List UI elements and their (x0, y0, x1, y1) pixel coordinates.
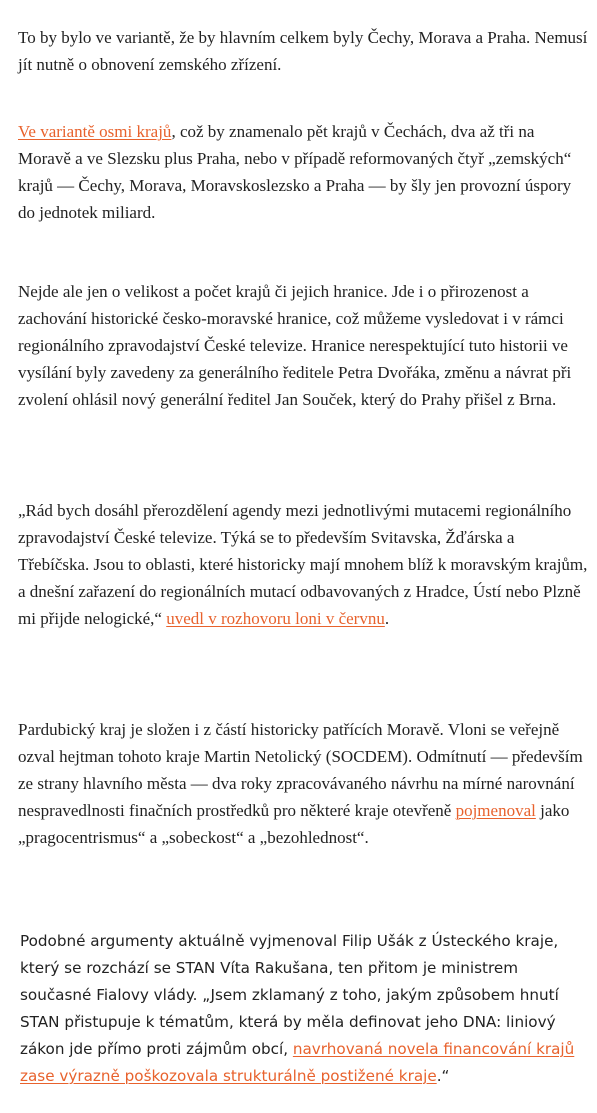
paragraph-6-end: .“ (436, 1067, 450, 1085)
paragraph-4-quote (18, 497, 588, 632)
paragraph-4-quote-text: „Rád bych dosáhl přerozdělení agendy mezi jednotlivými mutacemi regionálního zpravodajství České televize. Týká se to především Svitavska, Žďárska a Třebíčska. Jsou to oblasti, které historicky mají mnohem blíž k moravským krajům, a dnešní zařazení do regionálních mutací odbavovaných z Hradce, Ústí nebo Plzně mi přijde nelogické,“ (18, 501, 588, 628)
paragraph-5-text: Pardubický kraj je složen i z částí historicky patřících Moravě. Vloni se veřejně ozval hejtman tohoto kraje Martin Netolický (SOCDEM). Odmítnutí — především ze strany hlavního města — dva roky zpracovávaného návrhu na mírné narovnání nespravedlnosti finačních prostředků pro některé kraje otevřeně (18, 720, 583, 820)
paragraph-6 (20, 928, 590, 1090)
link-novela-financovani-kraju[interactable]: navrhovaná novela financování krajů zase výrazně poškozovala strukturálně postižené kraje (20, 1040, 575, 1085)
link-pojmenoval[interactable]: pojmenoval (455, 801, 536, 820)
paragraph-3 (18, 278, 588, 413)
paragraph-3-text: Nejde ale jen o velikost a počet krajů či jejich hranice. Jde i o přirozenost a zachování historické česko-moravské hranice, což můžeme vysledovat i v rámci regionálního zpravodajství České televize. Hranice nerespektující tuto historii ve vysílání byly zavedeny za generálního ředitele Petra Dvořáka, změnu a návrat při zvolení ohlásil nový generální ředitel Jan Souček, který do Prahy přišel z Brna. (18, 282, 572, 409)
paragraph-6-text: Podobné argumenty aktuálně vyjmenoval Filip Ušák z Ústeckého kraje, který se rozchází se STAN Víta Rakušana, ten přitom je ministrem současné Fialovy vlády. „Jsem zklamaný z toho, jakým způsobem hnutí STAN přistupuje k tématům, která by měla definovat jeho DNA: liniový zákon jde přímo proti zájmům obcí, (20, 932, 559, 1058)
link-variant-eight-regions[interactable]: Ve variantě osmi krajů (18, 122, 172, 141)
link-interview-last-june[interactable]: uvedl v rozhovoru loni v červnu (166, 609, 385, 628)
paragraph-1-text: To by bylo ve variantě, že by hlavním celkem byly Čechy, Morava a Praha. Nemusí jít nutně o obnovení zemského zřízení. (18, 28, 588, 74)
paragraph-5-end: jako „pragocentrismus“ a „sobeckost“ a „bezohlednost“. (18, 801, 570, 847)
paragraph-2 (18, 118, 588, 226)
paragraph-2-text: , což by znamenalo pět krajů v Čechách, dva až tři na Moravě a ve Slezsku plus Praha, nebo v případě reformovaných čtyř „zemských“ krajů — Čechy, Morava, Moravskoslezsko a Praha — by šly jen provozní úspory do jednotek miliard. (18, 122, 572, 222)
paragraph-4-end: . (384, 609, 390, 628)
paragraph-5 (18, 716, 588, 851)
paragraph-1 (18, 24, 588, 78)
